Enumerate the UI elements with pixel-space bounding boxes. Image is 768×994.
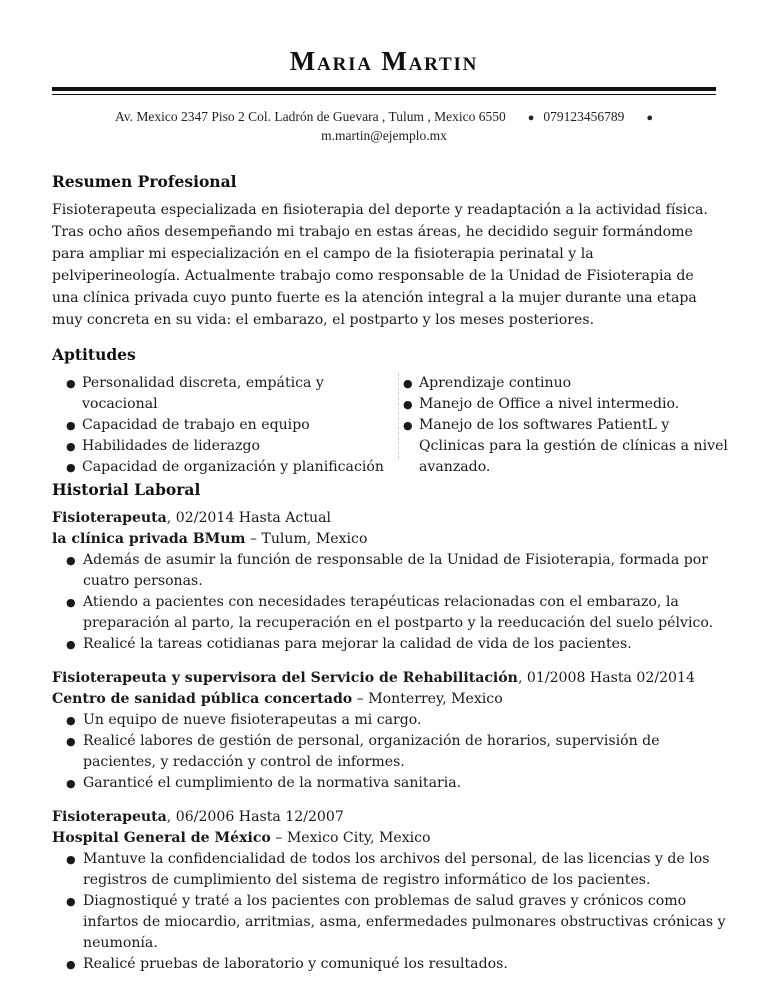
job-company: Centro de sanidad pública concertado (52, 691, 353, 707)
job-location: – Tulum, Mexico (245, 531, 368, 547)
history-title: Historial Laboral (52, 480, 201, 499)
job-position: Fisioterapeuta (52, 809, 167, 825)
list-item-text: Garanticé el cumplimiento de la normativa sanitaria. (83, 775, 462, 791)
address: Av. Mexico 2347 Piso 2 Col. Ladrón de Guevara , Tulum , Mexico 6550 (114, 109, 506, 124)
list-item-text: Manejo de Office a nivel intermedio. (419, 396, 680, 412)
summary-title: Resumen Profesional (52, 172, 237, 191)
job-company-line (52, 529, 732, 550)
list-item-text: Aprendizaje continuo (419, 375, 572, 391)
list-item (66, 634, 732, 655)
email: m.martin@ejemplo.mx (321, 128, 447, 143)
job-position: Fisioterapeuta y supervisora del Servicio de Rehabilitación (52, 670, 518, 686)
job-company-line (52, 828, 732, 849)
job-title-line (52, 508, 732, 529)
job-dates: , 06/2006 Hasta 12/2007 (166, 809, 344, 825)
list-item-text: Capacidad de trabajo en equipo (82, 417, 310, 433)
bullet-icon: ● (403, 398, 413, 411)
list-item-text: Manejo de los softwares PatientL y Qclinicas para la gestión de clínicas a nivel avanzado. (419, 417, 728, 475)
bullet-icon: ● (66, 440, 76, 453)
list-item (403, 415, 733, 478)
contact-line (0, 109, 768, 125)
bullet-icon: ● (66, 377, 76, 390)
job-location: – Mexico City, Mexico (270, 830, 431, 846)
job-company: la clínica privada BMum (52, 531, 246, 547)
job-dates: , 01/2008 Hasta 02/2014 (517, 670, 695, 686)
list-item-text: Diagnostiqué y traté a los pacientes con problemas de salud graves y crónicos como infartos de miocardio, arritmias, asma, enfermedades pulmonares obstructivas crónicas y neumonía. (83, 893, 726, 951)
list-item-text: Un equipo de nueve fisioterapeutas a mi cargo. (83, 712, 422, 728)
list-item-text: Capacidad de organización y planificación (82, 459, 384, 475)
list-item-text: Mantuve la confidencialidad de todos los archivos del personal, de las licencias y de los registros de cumplimiento del sistema de registro informático de los pacientes. (83, 851, 710, 888)
list-item-text: Realicé la tareas cotidianas para mejorar la calidad de vida de los pacientes. (83, 636, 632, 652)
header-rule-thin (52, 94, 716, 95)
list-item-text: Realicé pruebas de laboratorio y comuniqué los resultados. (83, 956, 508, 972)
list-item (66, 373, 384, 415)
job-duties-list (52, 550, 732, 655)
list-item (66, 592, 732, 634)
list-item (66, 436, 384, 457)
list-item (66, 731, 732, 773)
list-item-text: Atiendo a pacientes con necesidades terapéuticas relacionadas con el embarazo, la preparación al parto, la recuperación en el postparto y la reeducación del suelo pélvico. (83, 594, 714, 631)
job-entry (52, 508, 732, 655)
job-entry (52, 807, 732, 975)
bullet-icon: ● (66, 735, 76, 748)
list-item-text: Personalidad discreta, empática y vocacional (82, 375, 324, 412)
skills-title: Aptitudes (52, 345, 136, 364)
job-title-line (52, 668, 732, 689)
bullet-icon: ● (66, 596, 76, 609)
job-company-line (52, 689, 732, 710)
bullet-icon: ● (66, 461, 76, 474)
job-entry (52, 668, 732, 794)
bullet-icon: ● (66, 853, 76, 866)
skills-column-right (398, 373, 733, 475)
bullet-icon: ● (527, 112, 535, 124)
header-rule-thick (52, 87, 716, 91)
list-item-text: Habilidades de liderazgo (82, 438, 261, 454)
job-duties-list (52, 710, 732, 794)
bullet-icon: ● (403, 377, 413, 390)
candidate-name: Maria Martin (289, 46, 479, 76)
bullet-icon: ● (66, 714, 76, 727)
bullet-icon: ● (403, 419, 413, 432)
list-item (66, 773, 732, 794)
summary-text: Fisioterapeuta especializada en fisioterapia del deporte y readaptación a la actividad física. Tras ocho años desempeñando mi trabajo en estas áreas, he decidido seguir formándome para ampliar mi especialización en el campo de la fisioterapia perinatal y la pelviperineología. Actualmente trabajo como responsable de la Unidad de Fisioterapia de una clínica privada cuyo punto fuerte es la atención integral a la mujer durante una etapa muy concreta en su vida: el embarazo, el postparto y los meses posteriores. (52, 202, 708, 328)
bullet-icon: ● (66, 777, 76, 790)
bullet-icon: ● (66, 554, 76, 567)
job-position: Fisioterapeuta (52, 510, 167, 526)
bullet-icon: ● (66, 419, 76, 432)
list-item (403, 394, 733, 415)
bullet-icon: ● (66, 895, 76, 908)
skills-column-left (66, 373, 384, 478)
job-location: – Monterrey, Mexico (352, 691, 503, 707)
bullet-icon: ● (66, 958, 76, 971)
list-item (66, 954, 732, 975)
list-item (403, 373, 733, 394)
job-company: Hospital General de México (52, 830, 271, 846)
phone: 079123456789 (543, 109, 625, 124)
list-item (66, 415, 384, 436)
list-item (66, 891, 732, 954)
list-item (66, 550, 732, 592)
bullet-icon: ● (646, 112, 654, 124)
list-item-text: Realicé labores de gestión de personal, organización de horarios, supervisión de pacientes, y redacción y control de informes. (83, 733, 660, 770)
job-title-line (52, 807, 732, 828)
list-item (66, 457, 384, 478)
list-item (66, 710, 732, 731)
bullet-icon: ● (66, 638, 76, 651)
job-duties-list (52, 849, 732, 975)
job-dates: , 02/2014 Hasta Actual (166, 510, 331, 526)
list-item (66, 849, 732, 891)
list-item-text: Además de asumir la función de responsable de la Unidad de Fisioterapia, formada por cuatro personas. (83, 552, 708, 589)
